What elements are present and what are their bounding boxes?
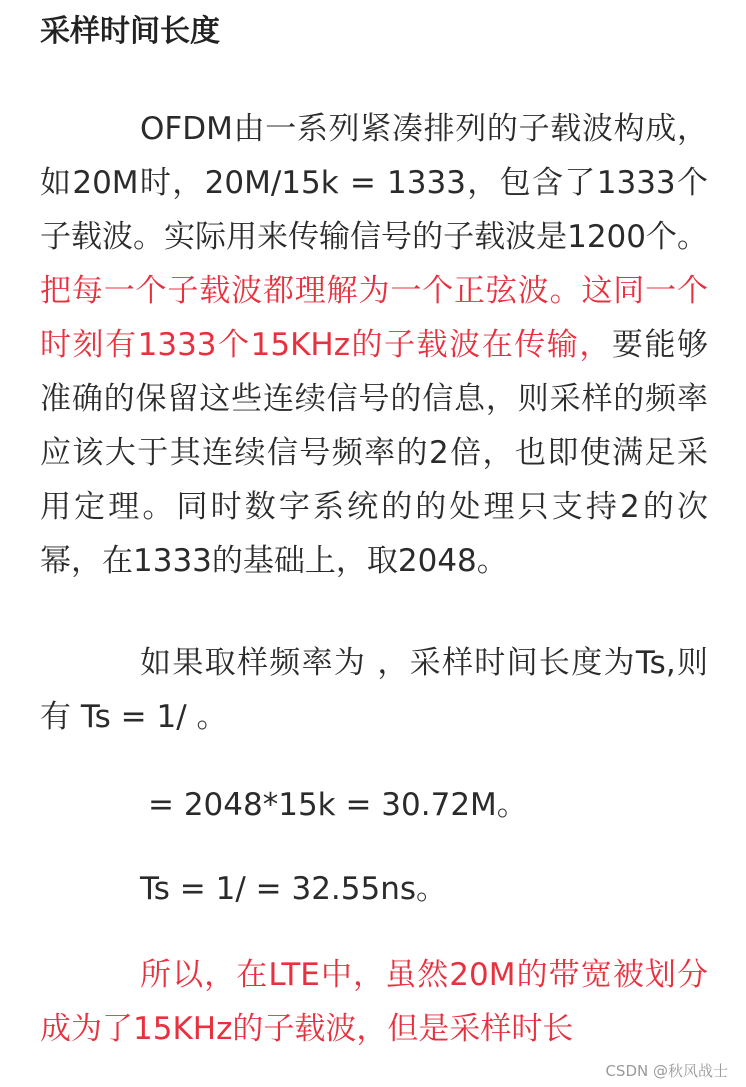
formula-sampling-rate: = 2048*15k = 30.72M。	[148, 787, 528, 823]
formula-sampling-time: Ts = 1/ = 32.55ns。	[140, 871, 448, 907]
paragraph-ofdm-highlight: 把每一个子载波都理解为一个正弦波。这同一个时刻有1333个15KHz的子载波在传输，	[40, 273, 708, 363]
paragraph-sampling: 如果取样频率为 ，采样时间长度为Ts,则有 Ts = 1/ 。	[40, 645, 708, 735]
csdn-watermark: CSDN @秋风战士	[605, 1062, 728, 1080]
paragraph-conclusion: 所以，在LTE中，虽然20M的带宽被划分成为了15KHz的子载波，但是采样时长	[40, 957, 708, 1047]
paragraph-ofdm	[40, 102, 708, 588]
section-heading: 采样时间长度	[40, 14, 220, 49]
article-body	[40, 0, 708, 1056]
paragraph-ofdm-intro: OFDM由一系列紧凑排列的子载波构成，如20M时，20M/15k = 1333，包含了1333个子载波。实际用来传输信号的子载波是1200个。	[40, 111, 708, 255]
paragraph-ofdm-rest: 要能够准确的保留这些连续信号的信息，则采样的频率应该大于其连续信号频率的2倍，也即使满足采用定理。同时数字系统的的处理只支持2的次幂，在1333的基础上，取2048。	[40, 327, 708, 579]
